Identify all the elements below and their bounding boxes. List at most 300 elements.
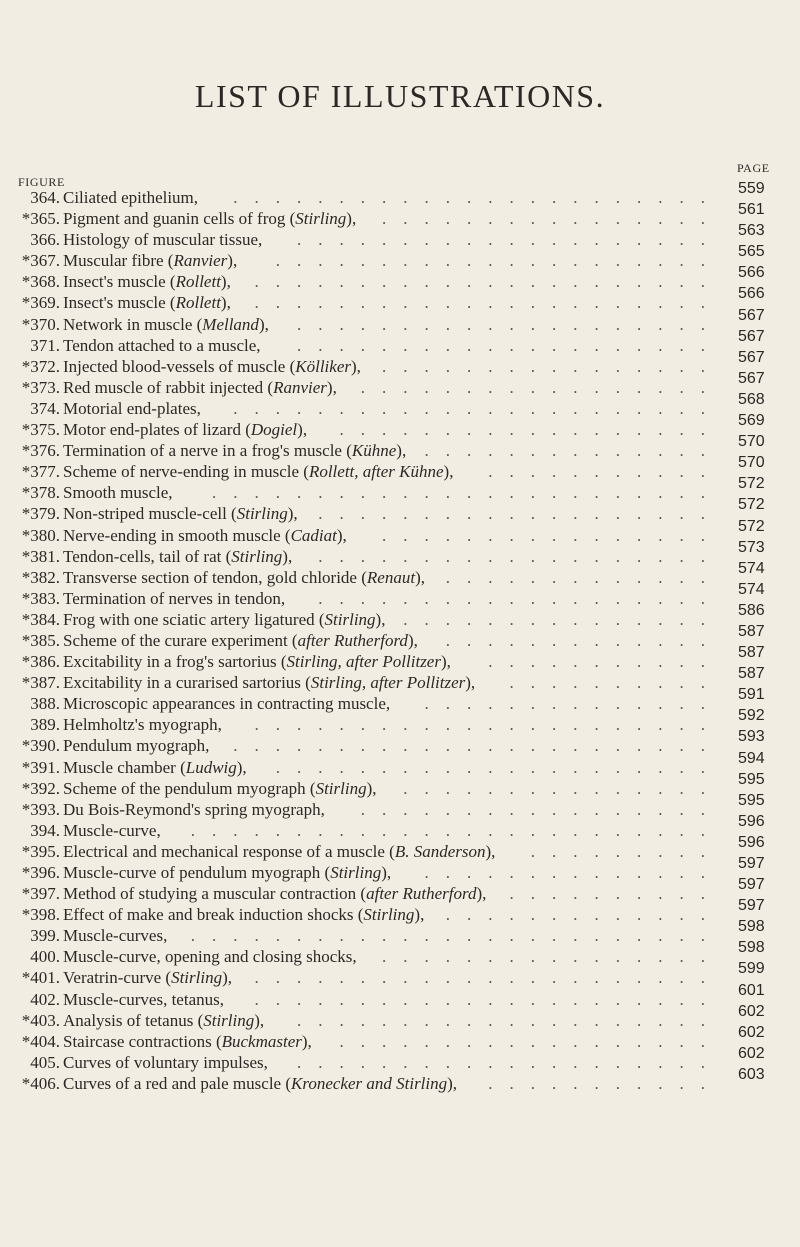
- page-number: 570: [738, 433, 765, 451]
- page-number: 566: [738, 264, 765, 282]
- caption-text: Termination of nerves in tendon,: [63, 588, 286, 608]
- leader-dots: ...........: [488, 652, 722, 672]
- caption-text: ),: [476, 884, 487, 904]
- caption-text: Staircase contractions (: [63, 1031, 222, 1051]
- figure-caption: [63, 271, 231, 292]
- caption-text: Transverse section of tendon, gold chloride (: [63, 567, 367, 587]
- caption-text: ),: [222, 968, 233, 988]
- figure-number: *404.: [21, 1031, 60, 1051]
- figure-column-heading: FIGURE: [18, 175, 65, 189]
- list-item: [0, 1023, 800, 1052]
- leader-dots: .............: [445, 905, 722, 925]
- leader-dots: .................: [360, 377, 722, 397]
- leader-dots: ....................: [297, 335, 722, 355]
- figure-caption: [63, 946, 357, 967]
- caption-text: ),: [220, 272, 231, 292]
- list-item: [0, 369, 800, 398]
- page-number: 597: [738, 897, 765, 915]
- caption-text: ),: [396, 441, 407, 461]
- figure-caption: [63, 799, 325, 820]
- figure-number: *373.: [21, 377, 60, 397]
- figure-number: *382.: [21, 567, 60, 587]
- page-number: 573: [738, 538, 765, 556]
- figure-number: 364.: [30, 188, 60, 207]
- caption-text: Insect's muscle (: [63, 293, 176, 313]
- caption-text: Muscle-curve,: [63, 820, 161, 840]
- leader-dots: ...................: [318, 504, 722, 524]
- caption-author: Stirling, after Pollitzer: [310, 673, 466, 693]
- figure-caption: [63, 693, 390, 714]
- figure-number: *395.: [21, 841, 60, 861]
- caption-text: Muscle-curve, opening and closing shocks,: [63, 947, 357, 967]
- list-item: [0, 770, 800, 799]
- figure-number: 371.: [30, 335, 60, 355]
- figure-number: *376.: [21, 441, 60, 461]
- figure-number: *369.: [21, 293, 60, 313]
- caption-text: ),: [254, 1010, 265, 1030]
- figure-number: *380.: [21, 525, 60, 545]
- caption-text: ),: [415, 567, 425, 587]
- figure-caption: [63, 757, 247, 778]
- caption-text: Scheme of nerve-ending in muscle (: [63, 462, 309, 482]
- list-item: [0, 686, 800, 714]
- leader-dots: ...................: [318, 588, 722, 608]
- figure-number: *377.: [21, 462, 60, 482]
- figure-number: 394.: [30, 820, 60, 840]
- figure-caption: [63, 461, 453, 482]
- caption-text: ),: [485, 841, 496, 861]
- caption-text: ),: [287, 504, 298, 524]
- list-item: [0, 538, 800, 567]
- leader-dots: .......................: [233, 398, 722, 418]
- figure-caption: [63, 546, 292, 567]
- page-number: 591: [738, 686, 765, 704]
- caption-text: Muscle chamber (: [63, 757, 186, 777]
- figure-caption: [63, 567, 425, 588]
- list-item: [0, 559, 800, 588]
- list-item: [0, 1002, 800, 1031]
- page-number: 570: [738, 454, 765, 472]
- figure-caption: [63, 419, 307, 440]
- leader-dots: .......................: [233, 188, 722, 207]
- figure-number: *397.: [21, 884, 60, 904]
- page-number: 569: [738, 412, 765, 430]
- leader-dots: ...................: [318, 546, 722, 566]
- caption-author: Buckmaster: [221, 1031, 302, 1051]
- page-title: LIST OF ILLUSTRATIONS.: [194, 78, 606, 114]
- figure-number: *384.: [21, 609, 60, 629]
- caption-text: Histology of muscular tissue,: [63, 230, 263, 250]
- caption-text: ),: [301, 1031, 312, 1051]
- figure-number: *381.: [21, 546, 60, 566]
- page-number: 595: [738, 770, 765, 788]
- figure-caption: [63, 1052, 268, 1073]
- page-number: 566: [738, 285, 765, 303]
- list-item: [0, 306, 800, 335]
- caption-text: Method of studying a muscular contraction (: [63, 884, 367, 904]
- caption-author: Rollett: [175, 293, 221, 313]
- caption-text: ),: [366, 778, 377, 798]
- caption-author: Dogiel: [250, 420, 298, 440]
- caption-author: Ludwig: [185, 757, 237, 777]
- figure-caption: [63, 356, 361, 377]
- figure-number: *390.: [21, 736, 60, 756]
- figure-caption: [63, 1031, 312, 1052]
- page-number: 574: [738, 580, 765, 598]
- list-item: [0, 644, 800, 672]
- leader-dots: ....................: [297, 1052, 722, 1072]
- figure-caption: [63, 735, 209, 756]
- caption-text: ),: [465, 673, 476, 693]
- list-item: [0, 327, 800, 356]
- figure-caption: [63, 482, 173, 503]
- list-item: [0, 264, 800, 292]
- leader-dots: ................: [382, 947, 722, 967]
- figure-number: *403.: [21, 1010, 60, 1030]
- caption-author: Kühne: [351, 441, 397, 461]
- figure-number: 400.: [30, 947, 60, 967]
- leader-dots: .........................: [190, 820, 722, 840]
- leader-dots: ....................: [297, 1010, 722, 1030]
- leader-dots: .........: [530, 841, 722, 861]
- caption-text: ),: [336, 525, 347, 545]
- caption-text: ),: [258, 314, 269, 334]
- figure-caption: [63, 440, 406, 461]
- figure-caption: [63, 778, 377, 799]
- leader-dots: .....................: [275, 251, 722, 271]
- caption-text: Curves of a red and pale muscle (: [63, 1073, 291, 1093]
- page-number: 567: [738, 306, 765, 324]
- page-number: 602: [738, 1002, 765, 1020]
- figure-number: *383.: [21, 588, 60, 608]
- caption-text: Excitability in a frog's sartorius (: [63, 652, 287, 672]
- leader-dots: ..............: [424, 441, 722, 461]
- caption-text: ),: [297, 420, 308, 440]
- page-number: 587: [738, 665, 765, 683]
- page-number: 587: [738, 622, 765, 640]
- figure-number: *391.: [21, 757, 60, 777]
- caption-text: Microscopic appearances in contracting muscle,: [63, 694, 391, 714]
- leader-dots: ..................: [339, 420, 722, 440]
- figure-number: 388.: [30, 694, 60, 714]
- list-item: [0, 454, 800, 482]
- leader-dots: ...........: [488, 462, 722, 482]
- figure-caption: [63, 187, 198, 208]
- figure-number: *367.: [21, 251, 60, 271]
- caption-text: Du Bois-Reymond's spring myograph,: [63, 799, 325, 819]
- caption-text: ),: [326, 377, 337, 397]
- leader-dots: ..........: [509, 884, 722, 904]
- page-number: 568: [738, 390, 765, 408]
- leader-dots: ......................: [254, 715, 722, 735]
- caption-text: Muscle-curve of pendulum myograph (: [63, 863, 331, 882]
- caption-author: Cadiat: [290, 525, 337, 545]
- caption-text: ),: [407, 630, 418, 650]
- page-number: 572: [738, 517, 765, 535]
- list-item: [0, 876, 800, 904]
- leader-dots: .............: [445, 630, 722, 650]
- leader-dots: ..............: [424, 863, 722, 882]
- figure-number: *393.: [21, 799, 60, 819]
- figure-caption: [63, 883, 486, 904]
- caption-text: Nerve-ending in smooth muscle (: [63, 525, 291, 545]
- figure-caption: [63, 967, 232, 988]
- figure-caption: [63, 651, 451, 672]
- caption-author: Stirling: [236, 504, 288, 524]
- caption-text: Scheme of the curare experiment (: [63, 630, 298, 650]
- figure-caption: [63, 588, 285, 609]
- caption-text: Pigment and guanin cells of frog (: [63, 209, 296, 229]
- caption-text: ),: [375, 609, 386, 629]
- caption-author: Stirling: [315, 778, 367, 798]
- list-item: [0, 496, 800, 524]
- caption-text: Analysis of tetanus (: [63, 1010, 204, 1030]
- page-number: 561: [738, 201, 765, 219]
- caption-text: Network in muscle (: [63, 314, 203, 334]
- page-number: 596: [738, 833, 765, 851]
- caption-text: ),: [440, 652, 451, 672]
- leader-dots: ..............: [424, 694, 722, 714]
- list-item: [0, 475, 800, 503]
- figure-caption: [63, 250, 237, 271]
- leader-dots: .......................: [233, 736, 722, 756]
- caption-author: Ranvier: [273, 377, 327, 397]
- caption-author: Stirling: [330, 863, 382, 882]
- figure-number: 402.: [30, 989, 60, 1009]
- figure-caption: [63, 1010, 264, 1031]
- caption-author: Melland: [202, 314, 259, 334]
- page-number: 595: [738, 791, 765, 809]
- list-item: [0, 517, 800, 546]
- caption-text: Ciliated epithelium,: [63, 188, 199, 207]
- caption-author: Stirling: [203, 1010, 255, 1030]
- caption-text: Muscular fibre (: [63, 251, 174, 271]
- figure-number: *379.: [21, 504, 60, 524]
- caption-text: Injected blood-vessels of muscle (: [63, 356, 296, 376]
- figure-number: 366.: [30, 230, 60, 250]
- page-number: 602: [738, 1023, 765, 1041]
- caption-text: Pendulum myograph,: [63, 736, 210, 756]
- caption-text: Tendon-cells, tail of rat (: [63, 546, 232, 566]
- figure-number: *401.: [21, 968, 60, 988]
- figure-caption: [63, 925, 167, 946]
- caption-text: ),: [282, 546, 293, 566]
- figure-number: *396.: [21, 863, 60, 882]
- caption-text: Curves of voluntary impulses,: [63, 1052, 268, 1072]
- figure-caption: [63, 398, 201, 419]
- page-number: 599: [738, 960, 765, 978]
- page-number: 567: [738, 348, 765, 366]
- list-item: [0, 665, 800, 693]
- list-item: [0, 749, 800, 778]
- caption-author: Kronecker and Stirling: [291, 1073, 448, 1093]
- page-number: 563: [738, 222, 765, 240]
- caption-author: B. Sanderson: [394, 841, 486, 861]
- figure-number: *375.: [21, 420, 60, 440]
- caption-author: Ranvier: [173, 251, 228, 271]
- list-item: [0, 348, 800, 377]
- figure-caption: [63, 525, 347, 546]
- caption-text: ),: [447, 1073, 458, 1093]
- leader-dots: ......................: [254, 989, 722, 1009]
- figure-number: 405.: [30, 1052, 60, 1072]
- figure-number: *365.: [21, 209, 60, 229]
- caption-text: Excitability in a curarised sartorius (: [63, 673, 311, 693]
- figure-caption: [63, 1073, 457, 1094]
- figure-caption: [63, 314, 269, 335]
- caption-author: after Rutherford: [366, 884, 477, 904]
- caption-text: ),: [381, 863, 392, 882]
- figure-number: *398.: [21, 905, 60, 925]
- leader-dots: ......................: [254, 293, 722, 313]
- caption-text: Muscle-curves,: [63, 926, 168, 946]
- caption-text: ),: [220, 293, 231, 313]
- figure-caption: [63, 609, 385, 630]
- figure-caption: [63, 714, 222, 735]
- figure-caption: [63, 229, 262, 250]
- list-item: [0, 855, 800, 883]
- leader-dots: ......................: [254, 968, 722, 988]
- caption-author: Stirling: [171, 968, 223, 988]
- page-number: 567: [738, 327, 765, 345]
- leader-dots: ...............: [403, 778, 722, 798]
- list-item: [0, 918, 800, 946]
- figure-number: 399.: [30, 926, 60, 946]
- list-item: [0, 960, 800, 988]
- leader-dots: ....................: [297, 314, 722, 334]
- leader-dots: ..................: [339, 1031, 722, 1051]
- figure-number: *370.: [21, 314, 60, 334]
- figure-caption: [63, 989, 224, 1010]
- leader-dots: ..........: [509, 673, 722, 693]
- figure-number: *378.: [21, 483, 60, 503]
- leader-dots: .................: [360, 799, 722, 819]
- list-item: [0, 601, 800, 630]
- page-number: 601: [738, 981, 765, 999]
- figure-caption: [63, 292, 231, 313]
- figure-number: 374.: [30, 398, 60, 418]
- list-item: [0, 1065, 800, 1094]
- page-number: 596: [738, 812, 765, 830]
- caption-author: Kölliker: [295, 356, 351, 376]
- caption-text: ),: [350, 356, 361, 376]
- page-column-heading: PAGE: [737, 161, 770, 175]
- caption-text: Smooth muscle,: [63, 483, 173, 503]
- page-number: 602: [738, 1044, 765, 1062]
- leader-dots: .....................: [275, 757, 722, 777]
- list-item: [0, 728, 800, 756]
- list-item: [0, 243, 800, 271]
- caption-author: Rollett, after Kühne: [308, 462, 444, 482]
- caption-text: Veratrin-curve (: [63, 968, 172, 988]
- page-number: 586: [738, 601, 765, 619]
- caption-author: Stirling: [231, 546, 283, 566]
- caption-text: Red muscle of rabbit injected (: [63, 377, 274, 397]
- caption-text: Effect of make and break induction shocks (: [63, 905, 364, 925]
- caption-text: Muscle-curves, tetanus,: [63, 989, 224, 1009]
- page-number: 572: [738, 475, 765, 493]
- caption-text: Motorial end-plates,: [63, 398, 201, 418]
- list-item: [0, 791, 800, 820]
- page-number: 572: [738, 496, 765, 514]
- caption-text: Electrical and mechanical response of a muscle (: [63, 841, 395, 861]
- page-number: 587: [738, 644, 765, 662]
- list-item: [0, 981, 800, 1010]
- list-item: [0, 812, 800, 841]
- page-number: 597: [738, 876, 765, 894]
- leader-dots: ...............: [403, 609, 722, 629]
- caption-text: Tendon attached to a muscle,: [63, 335, 261, 355]
- page-number: 565: [738, 243, 765, 261]
- caption-text: Termination of a nerve in a frog's muscle (: [63, 441, 352, 461]
- page-number: 594: [738, 749, 765, 767]
- figure-caption: [63, 820, 161, 841]
- leader-dots: ................: [382, 525, 722, 545]
- caption-text: ),: [227, 251, 238, 271]
- list-item: [0, 412, 800, 440]
- caption-text: ),: [414, 905, 425, 925]
- list-item: [0, 897, 800, 925]
- figure-caption: [63, 904, 424, 925]
- figure-number: *386.: [21, 652, 60, 672]
- figure-caption: [63, 335, 261, 356]
- caption-text: Motor end-plates of lizard (: [63, 420, 251, 440]
- leader-dots: ................: [382, 209, 722, 229]
- list-item: [0, 201, 800, 229]
- leader-dots: ......................: [254, 272, 722, 292]
- page-number: 592: [738, 707, 765, 725]
- caption-author: Stirling: [295, 209, 347, 229]
- figure-number: *368.: [21, 272, 60, 292]
- list-item: [0, 222, 800, 250]
- list-item: [0, 1044, 800, 1073]
- figure-number: *406.: [21, 1073, 60, 1093]
- list-item: [0, 285, 800, 313]
- caption-text: Insect's muscle (: [63, 272, 176, 292]
- leader-dots: ....................: [297, 230, 722, 250]
- caption-author: Rollett: [175, 272, 221, 292]
- list-item: [0, 939, 800, 967]
- page-number: 603: [738, 1065, 765, 1083]
- figure-number: *387.: [21, 673, 60, 693]
- leader-dots: ........................: [212, 483, 722, 503]
- page-number: 593: [738, 728, 765, 746]
- caption-text: ),: [443, 462, 454, 482]
- caption-text: Scheme of the pendulum myograph (: [63, 778, 316, 798]
- list-item: [0, 433, 800, 461]
- leader-dots: .............: [445, 567, 722, 587]
- figure-number: *372.: [21, 356, 60, 376]
- caption-author: Renaut: [366, 567, 416, 587]
- list-item: [0, 390, 800, 419]
- page-number: 597: [738, 855, 765, 872]
- figure-caption: [63, 377, 337, 398]
- figure-caption: [63, 841, 495, 862]
- leader-dots: .........................: [190, 926, 722, 946]
- page-number: 598: [738, 918, 765, 936]
- caption-author: after Rutherford: [297, 630, 408, 650]
- figure-caption: [63, 503, 298, 524]
- caption-text: Non-striped muscle-cell (: [63, 504, 237, 524]
- figure-number: *385.: [21, 630, 60, 650]
- caption-author: Stirling, after Pollitzer: [286, 652, 441, 672]
- caption-author: Stirling: [324, 609, 376, 629]
- caption-author: Stirling: [363, 905, 415, 925]
- figure-caption: [63, 630, 418, 651]
- caption-text: Frog with one sciatic artery ligatured (: [63, 609, 325, 629]
- figure-caption: [63, 208, 356, 229]
- page-number: 559: [738, 180, 765, 197]
